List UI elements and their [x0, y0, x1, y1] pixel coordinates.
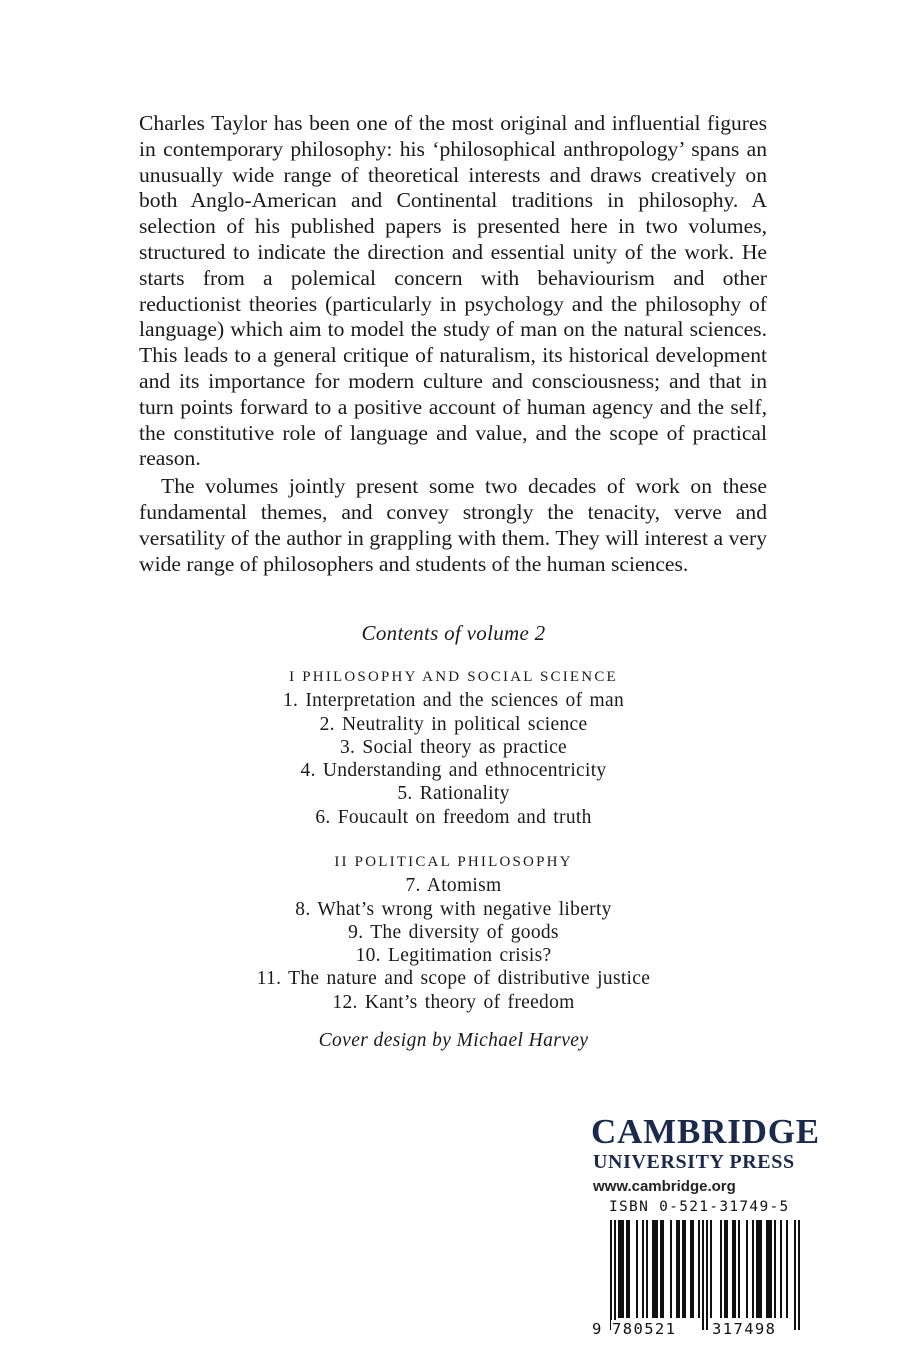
back-cover-blurb — [139, 111, 767, 577]
barcode-bar — [610, 1220, 612, 1330]
barcode-bar — [654, 1220, 656, 1318]
barcode-bar — [642, 1220, 644, 1318]
contents-item: 10. Legitimation crisis? — [355, 945, 552, 967]
contents-item: 6. Foucault on freedom and truth — [315, 806, 592, 828]
barcode-bar — [622, 1220, 624, 1318]
contents-item: 8. What’s wrong with negative liberty — [295, 898, 612, 920]
contents-item: 5. Rationality — [397, 783, 510, 805]
barcode-bar — [706, 1220, 708, 1330]
barcode-bar — [734, 1220, 736, 1318]
barcode-bar — [676, 1220, 678, 1318]
barcode-bar — [670, 1220, 672, 1318]
barcode-bar — [678, 1220, 680, 1318]
contents-item: 7. Atomism — [405, 875, 502, 897]
barcode-bar — [738, 1220, 740, 1318]
contents-item: 11. The nature and scope of distributive justice — [256, 968, 651, 990]
part-heading: II POLITICAL PHILOSOPHY — [334, 854, 573, 870]
barcode-bar — [710, 1220, 712, 1318]
contents-item: 1. Interpretation and the sciences of man — [282, 690, 625, 712]
barcode-bar — [646, 1220, 648, 1318]
barcode-bar — [774, 1220, 776, 1318]
contents-part-1 — [0, 666, 907, 829]
barcode-bar — [758, 1220, 760, 1318]
barcode-bar — [682, 1220, 684, 1318]
blurb-paragraph-2: The volumes jointly present some two decades of work on these fundamental themes, and convey strongly the tenacity, verve and versatility of the author in grappling with them. They will interest a very wide range of philosophers and students of the human sciences. — [139, 474, 767, 576]
barcode-bar — [760, 1220, 762, 1318]
barcode-bar — [756, 1220, 758, 1318]
publisher-subtitle: UNIVERSITY PRESS — [593, 1151, 795, 1173]
barcode-left-digits: 780521 — [612, 1320, 677, 1338]
barcode-bar — [726, 1220, 728, 1318]
barcode-bar — [660, 1220, 662, 1318]
isbn-label: ISBN 0-521-31749-5 — [609, 1199, 790, 1215]
barcode-bars — [592, 1220, 817, 1330]
barcode-bar — [752, 1220, 754, 1318]
barcode-bar — [662, 1220, 664, 1318]
barcode-bar — [720, 1220, 722, 1318]
barcode-bar — [702, 1220, 704, 1330]
barcode-bar — [786, 1220, 788, 1318]
barcode-lead-digit: 9 — [592, 1320, 602, 1338]
barcode-bar — [746, 1220, 748, 1318]
barcode-bar — [766, 1220, 768, 1318]
barcode-bar — [618, 1220, 620, 1318]
barcode-right-digits: 317498 — [712, 1320, 777, 1338]
barcode-bar — [620, 1220, 622, 1318]
blurb-paragraph-1: Charles Taylor has been one of the most original and influential figures in contemporary philosophy: his ‘philosophical anthropology’ spans an unusually wide range of theoretical interests and draws creatively on both Anglo-American and Continental traditions in philosophy. A selection of his published papers is presented here in two volumes, structured to indicate the direction and essential unity of the work. He starts from a polemical concern with behaviourism and other reductionist theories (particularly in psychology and the philosophy of language) which aim to model the study of man on the natural sciences. This leads to a general critique of naturalism, its historical development and its importance for modern culture and consciousness; and that in turn points forward to a positive account of human agency and the self, the constitutive role of language and value, and the scope of practical reason. — [139, 111, 767, 471]
barcode-bar — [690, 1220, 692, 1318]
part-heading: I PHILOSOPHY AND SOCIAL SCIENCE — [289, 669, 618, 685]
barcode-bar — [626, 1220, 628, 1318]
barcode-bar — [628, 1220, 630, 1318]
barcode-bar — [656, 1220, 658, 1318]
barcode-bar — [614, 1220, 616, 1330]
barcode-bar — [780, 1220, 782, 1318]
barcode-bar — [692, 1220, 694, 1318]
publisher-url: www.cambridge.org — [593, 1178, 736, 1195]
cover-design-credit: Cover design by Michael Harvey — [318, 1030, 589, 1051]
barcode-bar — [798, 1220, 800, 1330]
contents-part-2 — [0, 851, 907, 1014]
barcode-bar — [684, 1220, 686, 1318]
barcode-bar — [770, 1220, 772, 1318]
contents-title: Contents of volume 2 — [361, 621, 546, 645]
contents-item: 3. Social theory as practice — [339, 736, 568, 758]
contents-item: 9. The diversity of goods — [348, 921, 559, 943]
publisher-logo — [591, 1114, 820, 1197]
barcode-bar — [724, 1220, 726, 1318]
contents-item: 12. Kant’s theory of freedom — [332, 991, 575, 1013]
contents-item: 4. Understanding and ethnocentricity — [300, 760, 607, 782]
barcode-bar — [636, 1220, 638, 1318]
barcode-bar — [794, 1220, 796, 1330]
publisher-name: CAMBRIDGE — [591, 1112, 820, 1151]
contents-item: 2. Neutrality in political science — [319, 713, 588, 735]
barcode-bar — [768, 1220, 770, 1318]
barcode-bar — [698, 1220, 700, 1318]
barcode-bar — [652, 1220, 654, 1318]
barcode-bar — [732, 1220, 734, 1318]
